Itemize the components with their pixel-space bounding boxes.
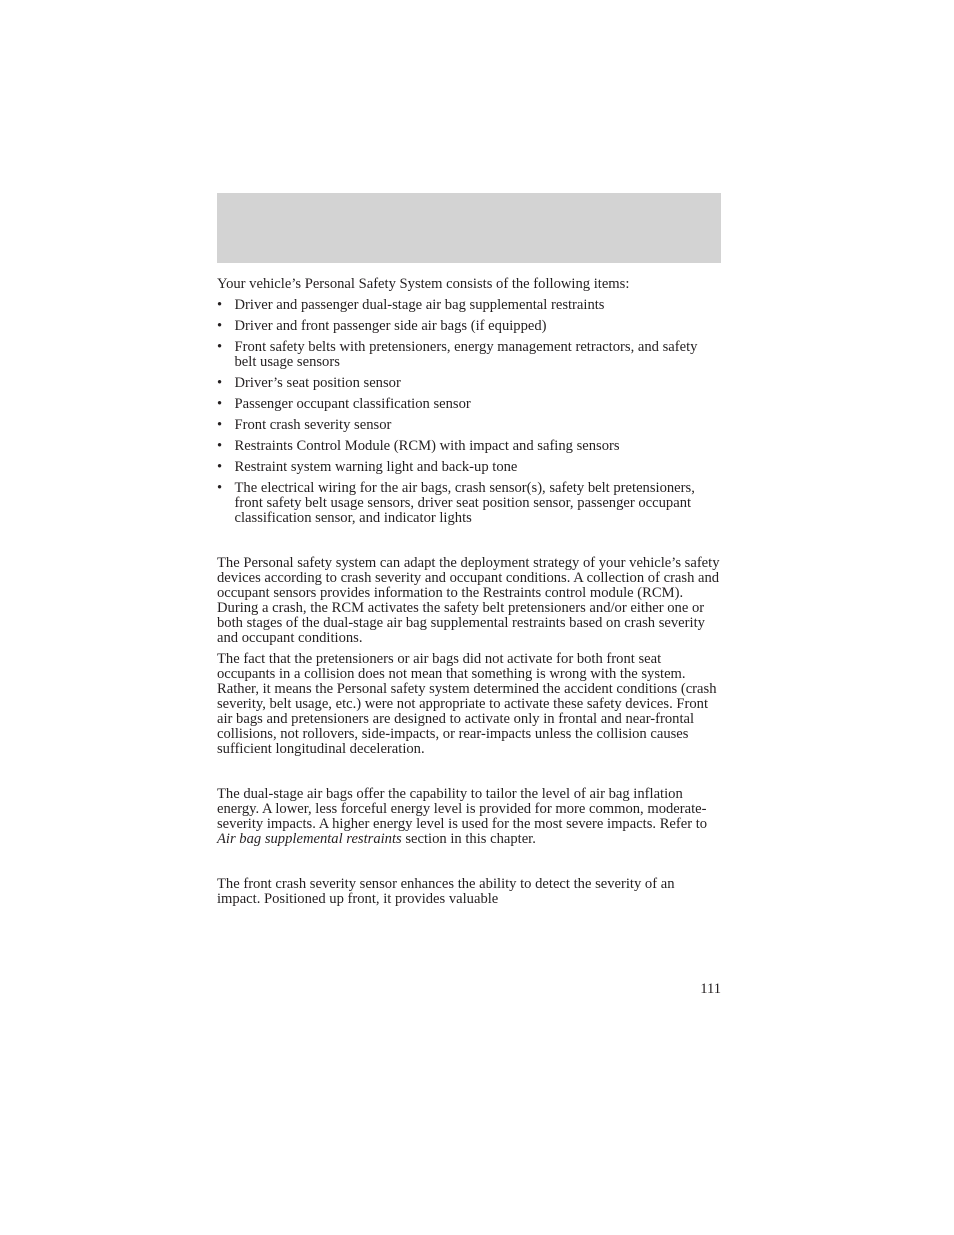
list-item: • Front crash severity sensor [217,417,392,433]
section-spacer [217,853,721,877]
safety-items-list [217,298,721,526]
bullet-icon: • [217,480,223,496]
bullet-icon: • [217,459,223,475]
list-item: • Driver and front passenger side air bags (if equipped) [217,318,547,334]
bullet-icon: • [217,438,223,454]
bullet-icon: • [217,417,223,433]
body-paragraph: The Personal safety system can adapt the deployment strategy of your vehicle’s safety devices according to crash severity and occupant conditions. A collection of crash and occupant sensors provides information to the Restraints control module (RCM). During a crash, the RCM activates the safety belt pretensioners and/or either one or both stages of the dual-stage air bag supplemental restraints based on crash severity and occupant conditions. [217,555,720,646]
body-paragraph: The fact that the pretensioners or air bags did not activate for both front seat occupants in a collision does not mean that something is wrong with the system. Rather, it means the Personal safety system determined the accident conditions (crash severity, belt usage, etc.) were not appropriate to activate these safety devices. Front air bags and pretensioners are designed to activate only in frontal and near-frontal collisions, not rollovers, side-impacts, or rear-impacts unless the collision causes sufficient longitudinal deceleration. [217,651,717,757]
bullet-icon: • [217,396,223,412]
list-item: • Driver’s seat position sensor [217,375,401,391]
bullet-icon: • [217,318,223,334]
section-spacer [217,532,721,556]
list-item: • Restraints Control Module (RCM) with impact and safing sensors [217,438,620,454]
list-item: • The electrical wiring for the air bags, crash sensor(s), safety belt pretensioners, front safety belt usage sensors, driver seat position sensor, passenger occupant classification sensor, and indicator lights [217,480,695,526]
body-paragraph: The dual-stage air bags offer the capability to tailor the level of air bag inflation energy. A lower, less forceful energy level is provided for more common, moderate-severity impacts. A higher energy level is used for the most severe impacts. Refer to Air bag supplemental restraints section in this chapter. [217,786,708,847]
page-number: 111 [700,981,721,997]
list-item: • Restraint system warning light and back-up tone [217,459,518,475]
bullet-icon: • [217,375,223,391]
list-item: • Driver and passenger dual-stage air bag supplemental restraints [217,297,605,313]
intro-text: Your vehicle’s Personal Safety System consists of the following items: [217,276,630,292]
body-paragraph: The front crash severity sensor enhances the ability to detect the severity of an impact. Positioned up front, it provides valuable [217,876,675,907]
section-spacer [217,763,721,787]
bullet-icon: • [217,339,223,355]
cross-reference: Air bag supplemental restraints [217,831,402,847]
page-content [217,277,721,913]
list-item: • Front safety belts with pretensioners, energy management retractors, and safety belt usage sensors [217,339,698,370]
section-header-bar [217,193,721,263]
list-item: • Passenger occupant classification sensor [217,396,471,412]
bullet-icon: • [217,297,223,313]
